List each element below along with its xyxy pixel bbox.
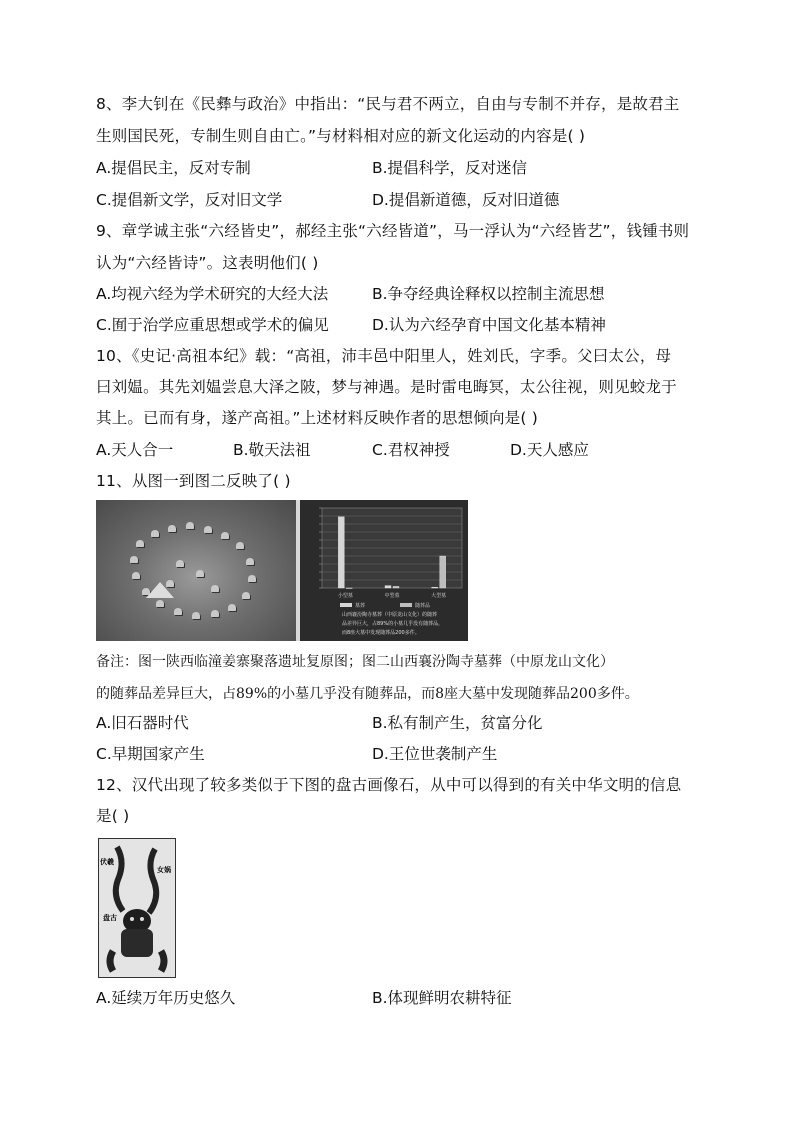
q11-note-line1: 备注：图一陕西临潼姜寨聚落遗址复原图；图二山西襄汾陶寺墓葬（中原龙山文化） <box>96 654 614 670</box>
q11-figure <box>96 500 468 641</box>
fig-label-nuwa: 女娲 <box>157 866 171 874</box>
q10-stem-line1: 10、《史记·高祖本纪》载：“高祖，沛丰邑中阳里人，姓刘氏，字季。父曰太公，母 <box>96 347 672 365</box>
q8-option-a[interactable]: A.提倡民主，反对专制 <box>96 159 251 177</box>
q8-stem-line2: 生则国民死，专制生则自由亡。”与材料相对应的新文化运动的内容是( ) <box>96 127 586 145</box>
q11-option-a[interactable]: A.旧石器时代 <box>96 714 189 732</box>
q9-option-d[interactable]: D.认为六经孕育中国文化基本精神 <box>372 316 606 334</box>
bar-小型墓-随葬品 <box>346 588 352 589</box>
q10-option-b[interactable]: B.敬天法祖 <box>233 441 311 459</box>
q12-option-a[interactable]: A.延续万年历史悠久 <box>96 989 236 1007</box>
pangu-stone-relief <box>98 838 176 978</box>
settlement-model-photo <box>96 500 296 641</box>
q10-option-d[interactable]: D.天人感应 <box>510 441 589 459</box>
q12-stem-line2: 是( ) <box>96 807 130 825</box>
legend-swatch <box>340 603 352 607</box>
chart-caption-line: 山西襄汾陶寺墓葬（中原龙山文化）的随葬 <box>342 612 438 618</box>
bar-中型墓-墓葬 <box>385 586 391 588</box>
x-tick-label: 大型墓 <box>431 593 447 599</box>
bar-大型墓-随葬品 <box>440 556 446 588</box>
chart-caption-line: 品差异巨大，占89%的小墓几乎没有随葬品， <box>342 621 444 627</box>
q12-option-b[interactable]: B.体现鲜明农耕特征 <box>372 989 512 1007</box>
bar-中型墓-随葬品 <box>393 586 399 588</box>
q10-option-c[interactable]: C.君权神授 <box>372 441 450 459</box>
legend-label: 墓葬 <box>355 603 366 609</box>
burial-goods-chart <box>300 500 468 641</box>
q8-option-d[interactable]: D.提倡新道德，反对旧道德 <box>372 191 560 209</box>
q8-stem-line1: 8、李大钊在《民彝与政治》中指出：“民与君不两立，自由与专制不并存，是故君主 <box>96 95 680 113</box>
q9-stem-line1: 9、章学诚主张“六经皆史”，郝经主张“六经皆道”，马一浮认为“六经皆艺”，钱锺书则 <box>96 222 690 240</box>
q10-option-a[interactable]: A.天人合一 <box>96 441 174 459</box>
x-tick-label: 中型墓 <box>384 593 400 599</box>
chart-caption-line: 而8座大墓中发现随葬品200多件。 <box>342 630 420 636</box>
fig-label-fuxi: 伏羲 <box>100 858 114 866</box>
bar-chart-svg <box>300 500 468 641</box>
x-tick-label: 小型墓 <box>337 593 353 599</box>
bar-小型墓-墓葬 <box>338 517 344 588</box>
q10-stem-line2: 曰刘媪。其先刘媪尝息大泽之陂，梦与神遇。是时雷电晦冥，太公往视，则见蛟龙于 <box>96 378 677 396</box>
q11-stem: 11、从图一到图二反映了( ) <box>96 472 291 490</box>
bar-大型墓-墓葬 <box>432 587 438 588</box>
q11-option-c[interactable]: C.早期国家产生 <box>96 745 205 763</box>
q11-option-d[interactable]: D.王位世袭制产生 <box>372 745 498 763</box>
q10-stem-line3: 其上。已而有身，遂产高祖。”上述材料反映作者的思想倾向是( ) <box>96 409 539 427</box>
q8-option-c[interactable]: C.提倡新文学，反对旧文学 <box>96 191 283 209</box>
fig-label-pangu: 盘古 <box>103 914 117 922</box>
q8-option-b[interactable]: B.提倡科学，反对迷信 <box>372 159 528 177</box>
q11-option-b[interactable]: B.私有制产生，贫富分化 <box>372 714 543 732</box>
q9-option-b[interactable]: B.争夺经典诠释权以控制主流思想 <box>372 285 605 303</box>
q9-option-a[interactable]: A.均视六经为学术研究的大经大法 <box>96 285 329 303</box>
q12-stem-line1: 12、汉代出现了较多类似于下图的盘古画像石，从中可以得到的有关中华文明的信息 <box>96 776 682 794</box>
q9-option-c[interactable]: C.囿于治学应重思想或学术的偏见 <box>96 316 329 334</box>
legend-label: 随葬品 <box>415 603 431 609</box>
legend-swatch <box>400 603 412 607</box>
q9-stem-line2: 认为“六经皆诗”。这表明他们( ) <box>96 254 319 272</box>
q11-note-line2: 的随葬品差异巨大，占89%的小墓几乎没有随葬品，而8座大墓中发现随葬品200多件。 <box>96 686 639 702</box>
